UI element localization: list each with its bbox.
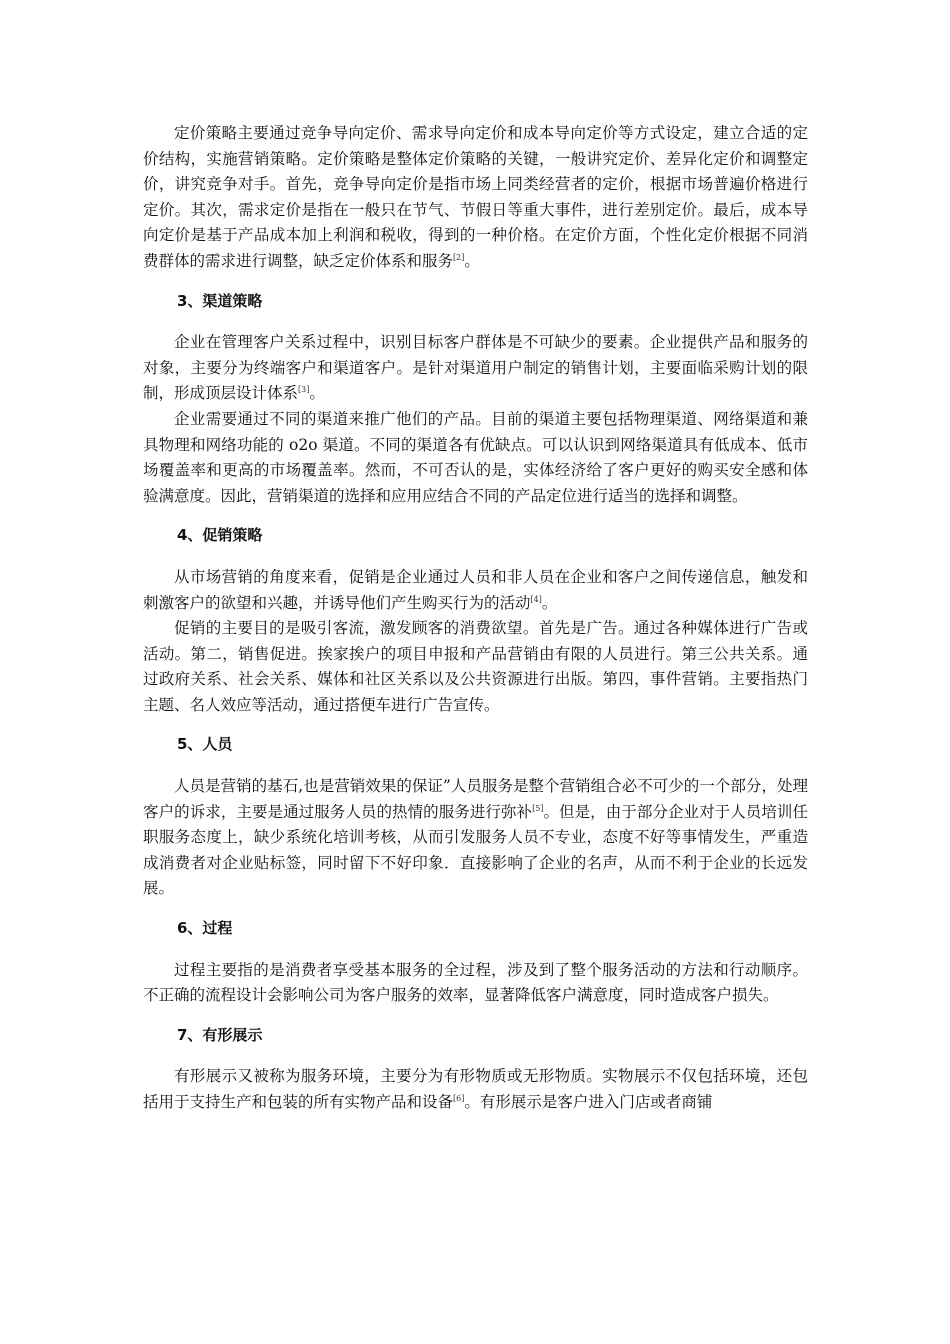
section-heading-process: 6、过程	[177, 919, 233, 938]
section-heading-people: 5、人员	[177, 735, 233, 754]
paragraph-promotion-2: 促销的主要目的是吸引客流，激发顾客的消费欲望。首先是广告。通过各种媒体进行广告或活动。第二，销售促进。挨家挨户的项目申报和产品营销由有限的人员进行。第三公共关系。通过政府关系、社会关系、媒体和社区关系以及公共资源进行出版。第四，事件营销。主要指热门主题、名人效应等活动，通过搭便车进行广告宣传。	[143, 619, 808, 714]
citation-ref: [2]	[453, 252, 465, 262]
paragraph-channel-2: 企业需要通过不同的渠道来推广他们的产品。目前的渠道主要包括物理渠道、网络渠道和兼具物理和网络功能的 o2o 渠道。不同的渠道各有优缺点。可以认识到网络渠道具有低成本、低市场覆盖率和更高的市场覆盖率。然而，不可否认的是，实体经济给了客户更好的购买安全感和体验满意度。因此，营销渠道的选择和应用应结合不同的产品定位进行适当的选择和调整。	[143, 409, 808, 505]
section-heading-channel: 3、渠道策略	[177, 291, 263, 310]
citation-ref: [6]	[453, 1094, 465, 1103]
paragraph-channel-1: 企业在管理客户关系过程中，识别目标客户群体是不可缺少的要素。企业提供产品和服务的对象，主要分为终端客户和渠道客户。是针对渠道用户制定的销售计划，主要面临采购计划的限制，形成顶层设计体系[3]。	[143, 333, 808, 403]
document-page	[143, 121, 808, 1116]
citation-ref: [3]	[298, 385, 310, 395]
section-heading-physical-evidence: 7、有形展示	[177, 1025, 263, 1044]
section-heading-promotion: 4、促销策略	[177, 526, 263, 545]
citation-ref: [4]	[530, 594, 542, 604]
paragraph-promotion-1: 从市场营销的角度来看，促销是企业通过人员和非人员在企业和客户之间传递信息，触发和刺激客户的欲望和兴趣，并诱导他们产生购买行为的活动[4]。	[143, 567, 808, 612]
paragraph-physical-evidence: 有形展示又被称为服务环境，主要分为有形物质或无形物质。实物展示不仅包括环境，还包括用于支持生产和包装的所有实物产品和设备[6]。有形展示是客户进入门店或者商铺	[143, 1067, 808, 1111]
paragraph-pricing: 定价策略主要通过竞争导向定价、需求导向定价和成本导向定价等方式设定，建立合适的定价结构，实施营销策略。定价策略是整体定价策略的关键，一般讲究定价、差异化定价和调整定价，讲究竞争对手。首先，竞争导向定价是指市场上同类经营者的定价，根据市场普遍价格进行定价。其次，需求定价是指在一般只在节气、节假日等重大事件，进行差别定价。最后，成本导向定价是基于产品成本加上利润和税收，得到的一种价格。在定价方面，个性化定价根据不同消费群体的需求进行调整，缺乏定价体系和服务[2]。	[143, 124, 808, 270]
paragraph-process: 过程主要指的是消费者享受基本服务的全过程，涉及到了整个服务活动的方法和行动顺序。不正确的流程设计会影响公司为客户服务的效率，显著降低客户满意度，同时造成客户损失。	[143, 960, 808, 1005]
paragraph-people: 人员是营销的基石,也是营销效果的保证”人员服务是整个营销组合必不可少的一个部分，处理客户的诉求，主要是通过服务人员的热情的服务进行弥补[5]。但是，由于部分企业对于人员培训任职服务态度上，缺少系统化培训考核，从而引发服务人员不专业，态度不好等事情发生，严重造成消费者对企业贴标签，同时留下不好印象．直接影响了企业的名声，从而不利于企业的长远发展。	[143, 777, 808, 898]
citation-ref: [5]	[532, 803, 544, 813]
